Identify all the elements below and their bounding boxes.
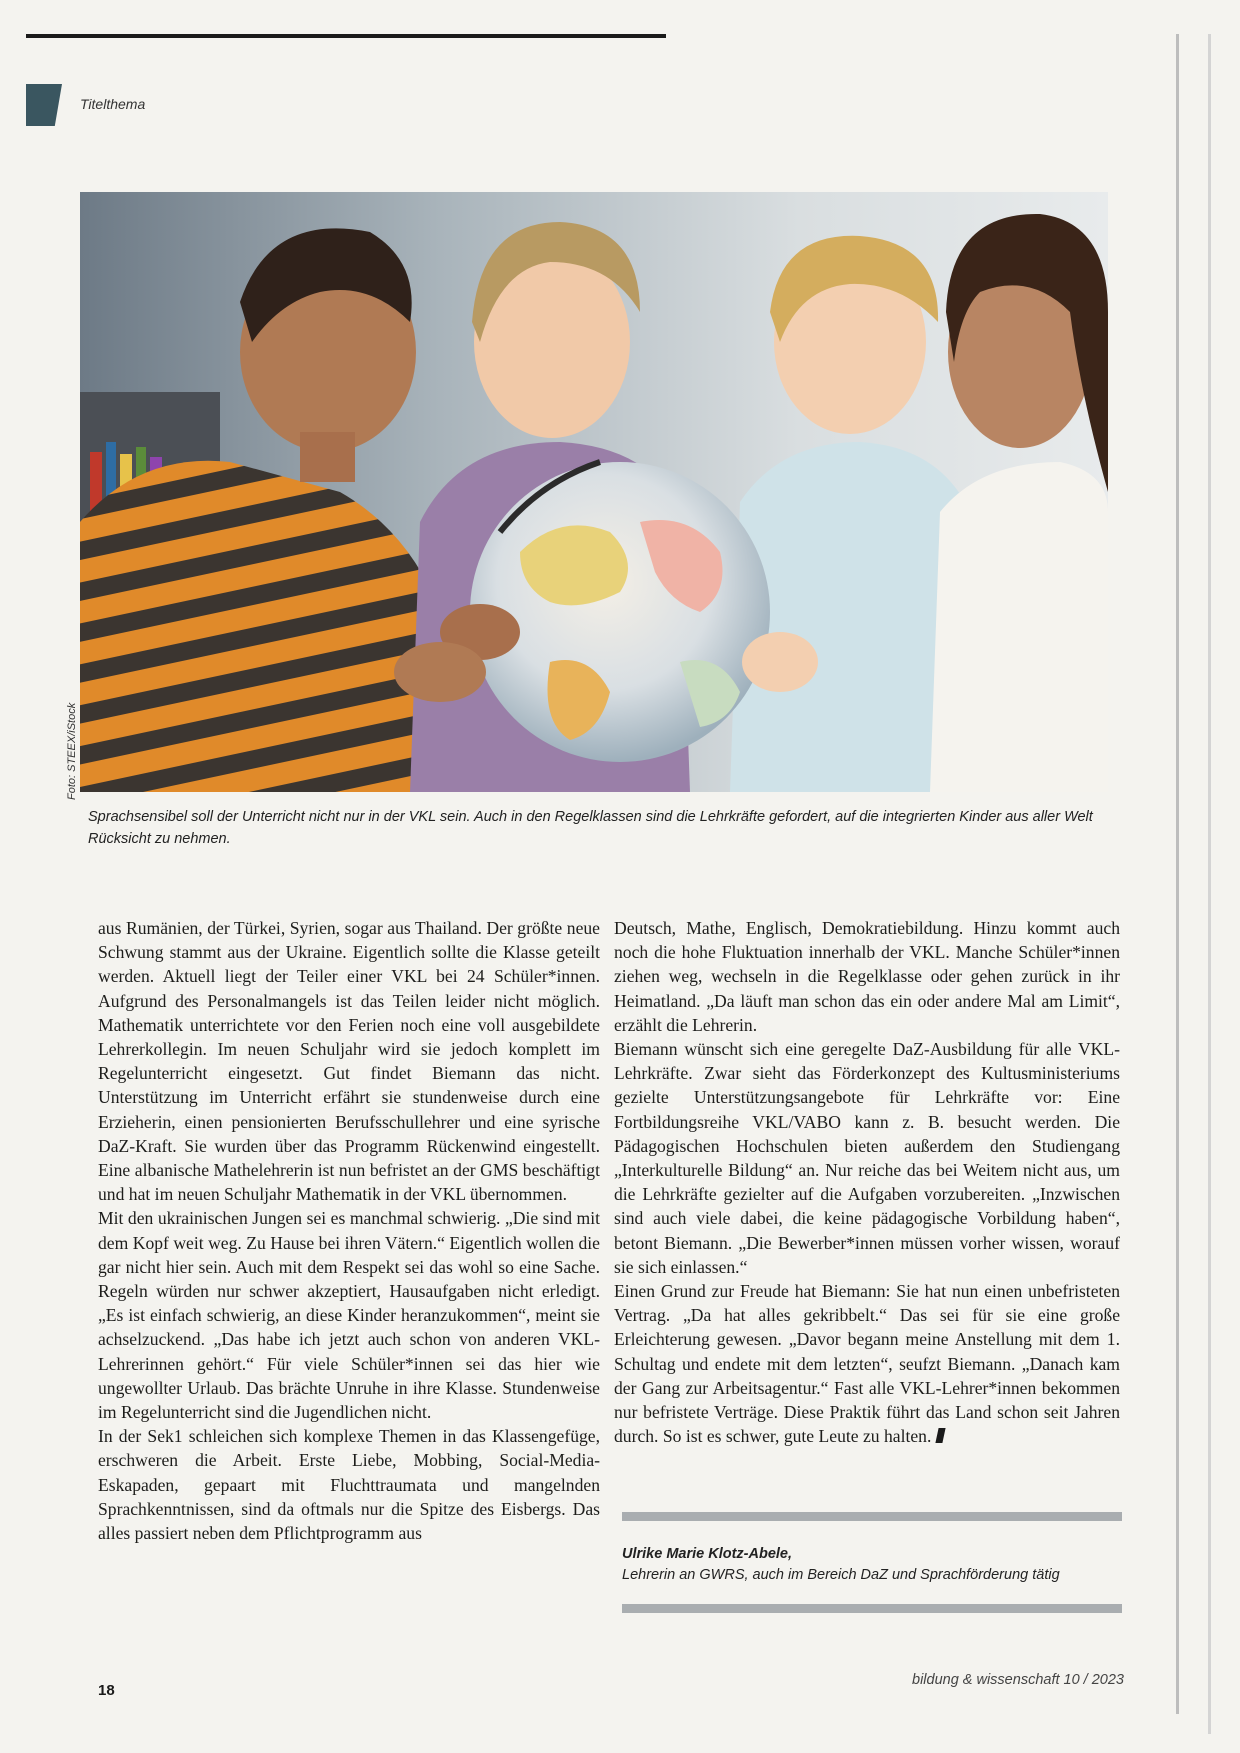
author-role: Lehrerin an GWRS, auch im Bereich DaZ und Sprachförderung tätig: [622, 1567, 1060, 1583]
end-mark-icon: [936, 1428, 946, 1443]
children-globe-illustration: [80, 192, 1108, 792]
author-box-rule-bottom: [622, 1604, 1122, 1613]
magazine-issue: bildung & wissenschaft 10 / 2023: [912, 1672, 1124, 1688]
article-column-left: [98, 916, 600, 1545]
author-name: Ulrike Marie Klotz-Abele,: [622, 1546, 793, 1562]
paragraph: Deutsch, Mathe, Englisch, Demokratiebildung. Hinzu kommt auch noch die hohe Fluktuation innerhalb der VKL. Manche Schüler*innen ziehen weg, wechseln in die Regelklasse oder gehen zurück in ihr Heimatland. „Da läuft man schon das ein oder andere Mal am Limit“, erzählt die Lehrerin.: [614, 918, 1120, 1035]
paragraph-last: [614, 1279, 1120, 1448]
article-photo: [80, 192, 1108, 792]
page-number: 18: [98, 1682, 115, 1699]
section-label: Titelthema: [80, 96, 146, 112]
paragraph: In der Sek1 schleichen sich komplexe Themen in das Klassengefüge, erschweren die Arbeit. Erste Liebe, Mobbing, Social-Media-Eskapaden, gepaart mit Fluchttraumata und mangelnden Sprachkenntnissen, sind da oftmals nur die Spitze des Eisbergs. Das alles passiert neben dem Pflichtprogramm aus: [98, 1426, 600, 1544]
author-box-rule-top: [622, 1512, 1122, 1521]
article-column-right: [614, 916, 1120, 1448]
top-rule: [26, 34, 666, 38]
page-edge-line: [1176, 34, 1179, 1714]
photo-credit: Foto: STEEX/iStock: [66, 702, 78, 800]
paragraph-text: Einen Grund zur Freude hat Biemann: Sie hat nun einen unbefristeten Vertrag. „Da hat alles gekribbelt.“ Das sei für sie eine große Erleichterung gewesen. „Davor begann meine Anstellung mit dem 1. Schultag und endete mit dem letzten“, seufzt Biemann. „Danach kam der Gang zur Arbeitsagentur.“ Fast alle VKL-Lehrer*innen bekommen nur befristete Verträge. Diese Praktik führt das Land schon seit Jahren durch. So ist es schwer, gute Leute zu halten.: [614, 1281, 1120, 1447]
paragraph: Biemann wünscht sich eine geregelte DaZ-Ausbildung für alle VKL-Lehrkräfte. Zwar sieht das Förderkonzept des Kultusministeriums gezielte Unterstützungsangebote für Lehrkräfte vor: Eine Fortbildungsreihe VKL/VABO kann z. B. besucht werden. Die Pädagogischen Hochschulen bieten außerdem den Studiengang „Interkulturelle Bildung“ an. Nur reiche das bei Weitem nicht aus, um die Lehrkräfte gezielter auf die Aufgaben vorzubereiten. „Inzwischen sind auch viele dabei, die keine pädagogische Vorbildung haben“, betont Biemann. „Die Bewerber*innen müssen vorher wissen, worauf sie sich einlassen.“: [614, 1039, 1120, 1277]
section-marker: [26, 84, 62, 126]
paragraph: aus Rumänien, der Türkei, Syrien, sogar aus Thailand. Der größte neue Schwung stammt aus der Ukraine. Eigentlich sollte die Klasse geteilt werden. Aktuell liegt der Teiler einer VKL bei 24 Schüler*innen. Aufgrund des Personalmangels ist das Teilen leider nicht möglich. Mathematik unterrichtete vor den Ferien noch eine voll ausgebildete Lehrerkollegin. Im neuen Schuljahr wird sie jedoch komplett im Regelunterricht eingesetzt. Gut findet Biemann das nicht. Unterstützung im Unterricht erfährt sie stundenweise durch eine Erzieherin, einen pensionierten Berufsschullehrer und eine syrische DaZ-Kraft. Sie wurden über das Programm Rückenwind eingestellt. Eine albanische Mathelehrerin ist nun befristet an der GMS beschäftigt und hat im neuen Schuljahr Mathematik in der VKL übernommen.: [98, 918, 600, 1205]
page-edge-line: [1208, 34, 1211, 1734]
photo-caption: Sprachsensibel soll der Unterricht nicht nur in der VKL sein. Auch in den Regelklassen sind die Lehrkräfte gefordert, auf die integrierten Kinder aus aller Welt Rücksicht zu nehmen.: [88, 809, 1093, 847]
paragraph: Mit den ukrainischen Jungen sei es manchmal schwierig. „Die sind mit dem Kopf weit weg. Zu Hause bei ihren Vätern.“ Eigentlich wollen die gar nicht hier sein. Auch mit dem Respekt sei das wohl so eine Sache. Regeln würden nur schwer akzeptiert, Hausaufgaben nicht erledigt. „Es ist einfach schwierig, an diese Kinder heranzukommen“, meint sie achselzuckend. „Das habe ich jetzt auch schon von anderen VKL-Lehrerinnen gehört.“ Für viele Schüler*innen sei das hier wie ungewollter Urlaub. Das brächte Unruhe in ihre Klasse. Stundenweise im Regelunterricht sind die Jugendlichen nicht.: [98, 1208, 600, 1423]
